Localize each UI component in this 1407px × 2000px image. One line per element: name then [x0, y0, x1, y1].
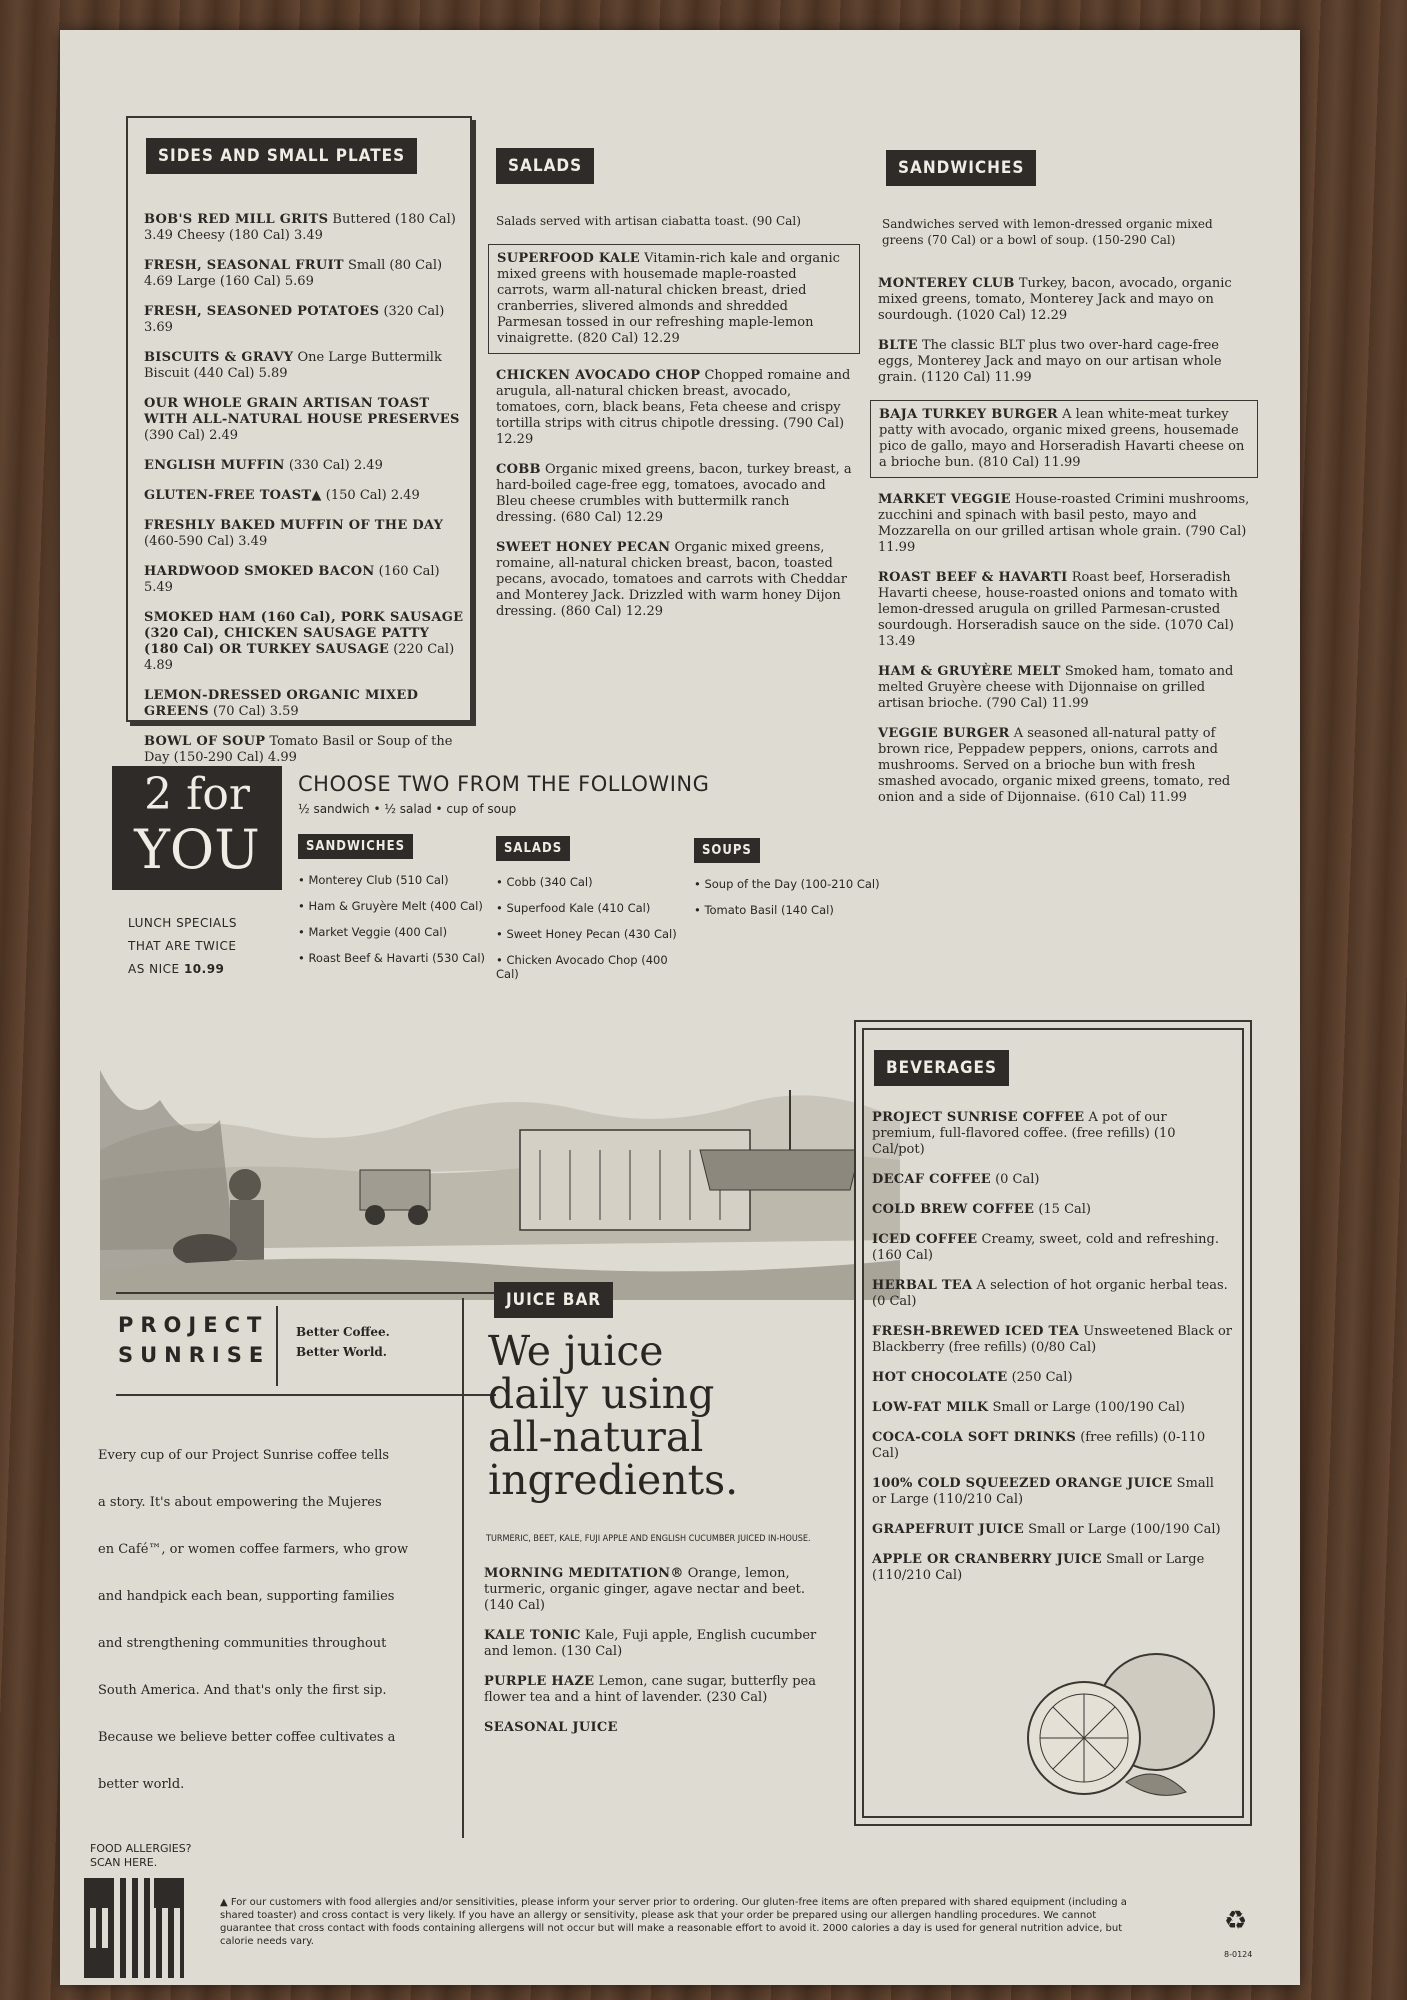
sandwich-item-desc: Turkey, bacon, avocado, organic mixed greens, tomato, Monterey Jack and mayo on sourdough. (1020 Cal) 12.29	[878, 276, 1232, 323]
juice-bar-headline	[488, 1327, 739, 1504]
beverages-box	[854, 1020, 1252, 1826]
allergy-label-2: SCAN HERE.	[90, 1856, 158, 1869]
sandwiches-title: SANDWICHES	[886, 150, 1036, 186]
juice-item-desc: Lemon, cane sugar, butterfly pea flower tea and a hint of lavender. (230 Cal)	[484, 1674, 816, 1705]
sides-item-name: FRESH, SEASONAL FRUIT	[144, 258, 344, 273]
project-sunrise-line: a story. It's about empowering the Mujeres	[98, 1495, 382, 1510]
sandwich-item	[878, 664, 1250, 712]
juice-bar-sub: TURMERIC, BEET, KALE, FUJI APPLE AND ENGLISH CUCUMBER JUICED IN-HOUSE.	[486, 1534, 811, 1544]
two-for-you-heading: CHOOSE TWO FROM THE FOLLOWING	[298, 772, 710, 796]
sandwich-item-name: MARKET VEGGIE	[878, 492, 1011, 507]
coffee-farm-illustration	[100, 1010, 900, 1300]
beverage-item-desc: A pot of our premium, full-flavored coffee. (free refills) (10 Cal/pot)	[872, 1110, 1176, 1157]
beverages-list	[872, 1110, 1232, 1598]
beverage-item-name: GRAPEFRUIT JUICE	[872, 1522, 1024, 1537]
sides-item-desc: Tomato Basil or Soup of the Day (150-290 Cal) 4.99	[144, 734, 453, 765]
allergy-label-1: FOOD ALLERGIES?	[90, 1842, 192, 1855]
beverage-item-desc: Unsweetened Black or Blackberry (free refills) (0/80 Cal)	[872, 1324, 1233, 1355]
juice-item	[484, 1674, 830, 1706]
beverage-item	[872, 1232, 1232, 1264]
beverage-item-desc: (15 Cal)	[1038, 1202, 1092, 1217]
juice-item	[484, 1566, 830, 1614]
sides-item-desc: (70 Cal) 3.59	[212, 704, 299, 719]
sides-item	[144, 688, 466, 720]
sides-item	[144, 258, 466, 290]
two-for-you-option: • Market Veggie (400 Cal)	[298, 925, 448, 939]
salad-item-desc: Organic mixed greens, romaine, all-natural chicken breast, bacon, toasted pecans, avocado, tomatoes and carrots with Cheddar and Monterey Jack. Drizzled with warm honey Dijon dressing. (860 Cal) 12.29	[496, 540, 847, 619]
project-sunrise-line: better world.	[98, 1777, 185, 1792]
beverage-item-desc: (free refills) (0-110 Cal)	[872, 1430, 1206, 1461]
sides-list	[144, 212, 466, 780]
sides-item-desc: (320 Cal) 3.69	[144, 304, 445, 335]
recycle-icon: ♻	[1224, 1906, 1248, 1936]
beverage-item	[872, 1202, 1232, 1218]
juice-headline-line: ingredients.	[488, 1456, 739, 1504]
two-for-you-salads	[496, 836, 686, 993]
juice-item-name: MORNING MEDITATION®	[484, 1566, 684, 1581]
beverage-item	[872, 1110, 1232, 1158]
beverage-item-name: APPLE OR CRANBERRY JUICE	[872, 1552, 1102, 1567]
project-sunrise-story	[98, 1432, 498, 1808]
beverage-item-desc: Small or Large (100/190 Cal)	[1028, 1522, 1221, 1537]
beverage-item	[872, 1370, 1232, 1386]
sandwiches-intro: Sandwiches served with lemon-dressed organic mixed greens (70 Cal) or a bowl of soup. (150-290 Cal)	[882, 217, 1213, 247]
salad-item	[496, 540, 852, 620]
sides-item	[144, 396, 466, 444]
two-for-you-option: • Cobb (340 Cal)	[496, 875, 593, 889]
two-for-you-sandwiches	[298, 834, 488, 977]
project-sunrise-line1: PROJECT	[118, 1313, 269, 1337]
sandwich-item	[878, 338, 1250, 386]
menu-code: 8-0124	[1224, 1950, 1253, 1959]
beverage-item-name: COLD BREW COFFEE	[872, 1202, 1035, 1217]
beverage-item-desc: A selection of hot organic herbal teas. (0 Cal)	[872, 1278, 1228, 1309]
sides-item-name: BOWL OF SOUP	[144, 734, 266, 749]
sides-item	[144, 488, 466, 504]
salad-item-desc: Vitamin-rich kale and organic mixed greens with housemade maple-roasted carrots, warm all-natural chicken breast, dried cranberries, slivered almonds and shredded Parmesan tossed in our refreshing maple-lemon vinaigrette. (820 Cal) 12.29	[497, 251, 840, 346]
sides-item-name: HARDWOOD SMOKED BACON	[144, 564, 375, 579]
salad-item-name: CHICKEN AVOCADO CHOP	[496, 368, 701, 383]
sandwich-item	[878, 726, 1250, 806]
beverage-item-name: DECAF COFFEE	[872, 1172, 991, 1187]
juice-item-name: PURPLE HAZE	[484, 1674, 595, 1689]
beverage-item-desc: Small or Large (110/210 Cal)	[872, 1476, 1214, 1507]
allergy-disclaimer: ▲ For our customers with food allergies and/or sensitivities, please inform your server prior to ordering. Our gluten-free items are often prepared with shared equipment (including a shared toaster) and cross contact is very likely. If you have an allergy or sensitivity, please ask that your order be prepared using our allergen handling procedures. We cannot guarantee that cross contact with foods containing allergens will not occur but will make a reasonable effort to avoid it. 2000 calories a day is used for general nutrition advice, but calorie needs vary.	[220, 1897, 1127, 1947]
two-for-you-option: • Chicken Avocado Chop (400 Cal)	[496, 953, 668, 981]
salad-item-desc: Organic mixed greens, bacon, turkey breast, a hard-boiled cage-free egg, tomatoes, avocado and Bleu cheese crumbles with buttermilk ranch dressing. (680 Cal) 12.29	[496, 462, 852, 525]
salad-item	[496, 368, 852, 448]
two-for-you-option: • Ham & Gruyère Melt (400 Cal)	[298, 899, 483, 913]
two-for-you-option: • Soup of the Day (100-210 Cal)	[694, 877, 880, 891]
sides-item-desc: (390 Cal) 2.49	[144, 428, 239, 443]
sides-item-name: SMOKED HAM (160 Cal), PORK SAUSAGE (320 Cal), CHICKEN SAUSAGE PATTY (180 Cal) OR TURKEY SAUSAGE	[144, 610, 464, 657]
citrus-illustration	[1006, 1642, 1226, 1802]
sandwich-item	[878, 276, 1250, 324]
project-sunrise-line2: SUNRISE	[118, 1343, 271, 1367]
sides-item-desc: (220 Cal) 4.89	[144, 642, 455, 673]
beverage-item-name: LOW-FAT MILK	[872, 1400, 989, 1415]
beverage-item	[872, 1552, 1232, 1584]
salads-intro: Salads served with artisan ciabatta toast. (90 Cal)	[496, 214, 801, 228]
sides-item-desc: Small (80 Cal) 4.69 Large (160 Cal) 5.69	[144, 258, 443, 289]
sides-item-name: LEMON-DRESSED ORGANIC MIXED GREENS	[144, 688, 419, 719]
sides-item-desc: (330 Cal) 2.49	[288, 458, 383, 473]
juice-item-desc: Kale, Fuji apple, English cucumber and lemon. (130 Cal)	[484, 1628, 817, 1659]
two-for-you-logo	[112, 766, 282, 890]
two-for-you-option: • Tomato Basil (140 Cal)	[694, 903, 834, 917]
sides-item	[144, 564, 466, 596]
sides-item	[144, 458, 466, 474]
beverage-item-desc: Creamy, sweet, cold and refreshing. (160 Cal)	[872, 1232, 1219, 1263]
two-for-you-column-title: SALADS	[496, 836, 570, 861]
salad-item-name: SUPERFOOD KALE	[497, 251, 640, 266]
project-sunrise-line: Because we believe better coffee cultivates a	[98, 1730, 396, 1745]
beverage-item-name: PROJECT SUNRISE COFFEE	[872, 1110, 1085, 1125]
two-for-you-column-title: SANDWICHES	[298, 834, 413, 859]
project-sunrise-line: and handpick each bean, supporting families	[98, 1589, 395, 1604]
two-for-you-logo-bottom: YOU	[134, 818, 260, 881]
menu-paper	[60, 30, 1300, 1985]
sandwiches-list	[878, 276, 1250, 820]
project-sunrise-line: en Café™, or women coffee farmers, who grow	[98, 1542, 409, 1557]
juice-headline-line: We juice	[488, 1327, 664, 1375]
salads-list	[496, 244, 852, 634]
sides-title: SIDES AND SMALL PLATES	[146, 138, 417, 174]
beverage-item-name: COCA-COLA SOFT DRINKS	[872, 1430, 1077, 1445]
two-for-you-option: • Roast Beef & Havarti (530 Cal)	[298, 951, 486, 965]
sides-item-desc: (460-590 Cal) 3.49	[144, 534, 268, 549]
sides-item-name: FRESHLY BAKED MUFFIN OF THE DAY	[144, 518, 444, 533]
beverage-item-desc: Small or Large (110/210 Cal)	[872, 1552, 1205, 1583]
project-sunrise-line: Every cup of our Project Sunrise coffee tells	[98, 1448, 390, 1463]
salad-item-desc: Chopped romaine and arugula, all-natural chicken breast, avocado, tomatoes, corn, black beans, Feta cheese and crispy tortilla strips with citrus chipotle dressing. (790 Cal) 12.29	[496, 368, 851, 447]
sandwich-item-name: BLTE	[878, 338, 918, 353]
beverage-item	[872, 1172, 1232, 1188]
beverage-item	[872, 1400, 1232, 1416]
sandwich-item-name: ROAST BEEF & HAVARTI	[878, 570, 1068, 585]
salads-title: SALADS	[496, 148, 594, 184]
beverage-item-desc: (250 Cal)	[1011, 1370, 1073, 1385]
sides-item-name: BOB'S RED MILL GRITS	[144, 212, 329, 227]
two-for-you-note: LUNCH SPECIALS THAT ARE TWICE AS NICE 10.99	[128, 916, 237, 976]
sides-item-name: OUR WHOLE GRAIN ARTISAN TOAST WITH ALL-NATURAL HOUSE PRESERVES	[144, 396, 460, 427]
beverage-item-desc: Small or Large (100/190 Cal)	[992, 1400, 1185, 1415]
sides-item-name: GLUTEN-FREE TOAST▲	[144, 488, 322, 503]
salad-item-name: COBB	[496, 462, 541, 477]
two-for-you-column-title: SOUPS	[694, 838, 760, 863]
sandwich-item	[870, 400, 1258, 478]
sandwich-item	[878, 492, 1250, 556]
beverage-item-name: ICED COFFEE	[872, 1232, 978, 1247]
sides-item-desc: One Large Buttermilk Biscuit (440 Cal) 5.89	[144, 350, 442, 381]
sandwich-item-name: HAM & GRUYÈRE MELT	[878, 664, 1061, 679]
sandwich-item-desc: House-roasted Crimini mushrooms, zucchini and spinach with basil pesto, mayo and Mozzarella on our grilled artisan whole grain. (790 Cal) 11.99	[878, 492, 1250, 555]
juice-headline-line: daily using	[488, 1370, 715, 1418]
sides-item-desc: (160 Cal) 5.49	[144, 564, 440, 595]
beverage-item	[872, 1278, 1232, 1310]
sides-item	[144, 304, 466, 336]
sandwich-item-name: BAJA TURKEY BURGER	[879, 407, 1059, 422]
two-for-you-soups	[694, 838, 894, 929]
beverage-item	[872, 1324, 1232, 1356]
sides-item	[144, 734, 466, 766]
sides-item-name: FRESH, SEASONED POTATOES	[144, 304, 380, 319]
two-for-you-option: • Sweet Honey Pecan (430 Cal)	[496, 927, 677, 941]
juice-item-desc: Orange, lemon, turmeric, organic ginger, agave nectar and beet. (140 Cal)	[484, 1566, 806, 1613]
beverage-item-name: FRESH-BREWED ICED TEA	[872, 1324, 1080, 1339]
salad-item	[496, 462, 852, 526]
sides-item-name: ENGLISH MUFFIN	[144, 458, 285, 473]
beverage-item-name: HOT CHOCOLATE	[872, 1370, 1008, 1385]
sandwich-item-desc: A seasoned all-natural patty of brown rice, Peppadew peppers, onions, carrots and mushrooms. Served on a brioche bun with fresh smashed avocado, organic mixed greens, tomato, red onion and a side of Dijonnaise. (610 Cal) 11.99	[878, 726, 1231, 805]
two-for-you-option: • Monterey Club (510 Cal)	[298, 873, 449, 887]
juice-item	[484, 1720, 830, 1736]
two-for-you-price: 10.99	[183, 962, 225, 976]
sandwich-item-desc: A lean white-meat turkey patty with avocado, organic mixed greens, housemade pico de gallo, mayo and Horseradish Havarti cheese on a brioche bun. (810 Cal) 11.99	[879, 407, 1245, 470]
beverage-item-name: 100% COLD SQUEEZED ORANGE JUICE	[872, 1476, 1173, 1491]
juice-headline-line: all-natural	[488, 1413, 704, 1461]
beverage-item-desc: (0 Cal)	[995, 1172, 1040, 1187]
sandwich-item-desc: The classic BLT plus two over-hard cage-free eggs, Monterey Jack and mayo on our artisan whole grain. (1120 Cal) 11.99	[878, 338, 1222, 385]
project-sunrise-line: and strengthening communities throughout	[98, 1636, 387, 1651]
juice-item-name: SEASONAL JUICE	[484, 1720, 618, 1735]
sandwich-item	[878, 570, 1250, 650]
juice-item	[484, 1628, 830, 1660]
sides-item	[144, 518, 466, 550]
sides-item	[144, 350, 466, 382]
salad-item-name: SWEET HONEY PECAN	[496, 540, 671, 555]
two-for-you-option: • Superfood Kale (410 Cal)	[496, 901, 651, 915]
project-sunrise-tagline1: Better Coffee.	[296, 1325, 390, 1339]
two-for-you-sub: ½ sandwich • ½ salad • cup of soup	[298, 802, 517, 816]
sandwich-item-desc: Smoked ham, tomato and melted Gruyère cheese with Dijonnaise on grilled artisan brioche. (790 Cal) 11.99	[878, 664, 1234, 711]
sides-item	[144, 212, 466, 244]
sandwich-item-name: MONTEREY CLUB	[878, 276, 1015, 291]
juice-item-name: KALE TONIC	[484, 1628, 581, 1643]
beverage-item	[872, 1522, 1232, 1538]
sides-box	[126, 116, 472, 765]
sandwich-item-name: VEGGIE BURGER	[878, 726, 1010, 741]
sides-item-desc: Buttered (180 Cal) 3.49 Cheesy (180 Cal) 3.49	[144, 212, 456, 243]
project-sunrise-line: South America. And that's only the first sip.	[98, 1683, 387, 1698]
beverage-item	[872, 1430, 1232, 1462]
beverage-item-name: HERBAL TEA	[872, 1278, 973, 1293]
sandwich-item-desc: Roast beef, Horseradish Havarti cheese, house-roasted onions and tomato with lemon-dressed arugula on grilled Parmesan-crusted sourdough. Horseradish sauce on the side. (1070 Cal) 13.49	[878, 570, 1238, 649]
sides-item-desc: (150 Cal) 2.49	[325, 488, 420, 503]
beverages-title: BEVERAGES	[874, 1050, 1009, 1086]
two-for-you-logo-top: 2 for	[144, 769, 250, 820]
beverage-item	[872, 1476, 1232, 1508]
project-sunrise-logo	[116, 1292, 496, 1396]
salad-item	[488, 244, 860, 354]
sides-item	[144, 610, 466, 674]
sides-item-name: BISCUITS & GRAVY	[144, 350, 294, 365]
project-sunrise-tagline2: Better World.	[296, 1345, 387, 1359]
allergy-qr-code[interactable]	[84, 1878, 184, 1978]
juice-list	[484, 1566, 830, 1750]
juice-bar-title: JUICE BAR	[494, 1282, 613, 1318]
